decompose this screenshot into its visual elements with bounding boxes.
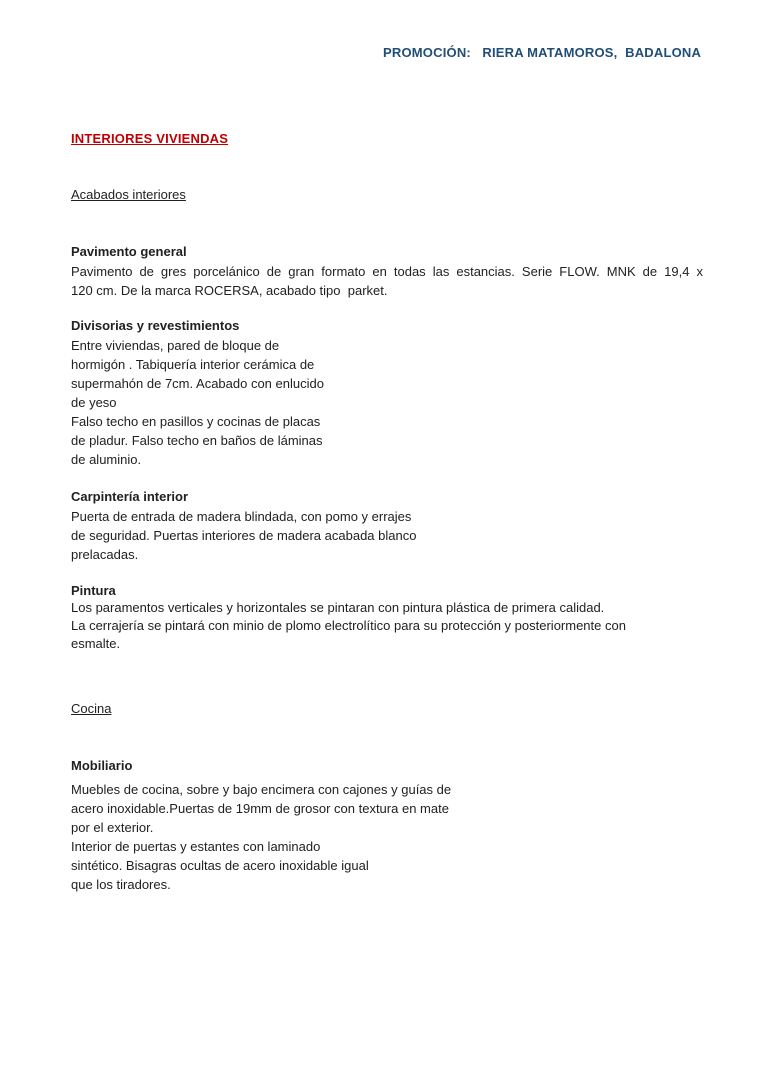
text-line: de seguridad. Puertas interiores de madera acabada blanco <box>71 528 417 543</box>
section-heading-cocina: Cocina <box>71 701 112 716</box>
text-line: Pavimento de gres porcelánico de gran formato en todas las estancias. Serie FLOW. MNK de 19,4 x <box>71 264 703 279</box>
block-title-pavimento-general: Pavimento general <box>71 244 187 259</box>
promotion-header: PROMOCIÓN: RIERA MATAMOROS, BADALONA <box>383 45 702 60</box>
block-title-carpinteria-interior: Carpintería interior <box>71 489 189 504</box>
text-line: prelacadas. <box>71 547 139 562</box>
text-line: hormigón . Tabiquería interior cerámica de <box>71 357 315 372</box>
main-title: INTERIORES VIVIENDAS <box>71 131 229 146</box>
paragraph-carpinteria-interior <box>71 507 416 564</box>
block-title-pintura: Pintura <box>71 583 116 598</box>
paragraph-pavimento-general <box>71 262 703 300</box>
text-line: de yeso <box>71 395 117 410</box>
text-line: supermahón de 7cm. Acabado con enlucido <box>71 376 324 391</box>
text-line: La cerrajería se pintará con minio de plomo electrolítico para su protección y posteriormente con <box>71 618 626 633</box>
text-line: esmalte. <box>71 636 121 651</box>
text-line: Falso techo en pasillos y cocinas de placas <box>71 414 321 429</box>
text-line: Interior de puertas y estantes con laminado <box>71 839 321 854</box>
text-line: 120 cm. De la marca ROCERSA, acabado tipo parket. <box>71 283 388 298</box>
text-line: por el exterior. <box>71 820 154 835</box>
block-title-mobiliario: Mobiliario <box>71 758 133 773</box>
text-line: Los paramentos verticales y horizontales se pintaran con pintura plástica de primera calidad. <box>71 600 605 615</box>
text-line: de aluminio. <box>71 452 142 467</box>
text-line: Puerta de entrada de madera blindada, con pomo y errajes <box>71 509 412 524</box>
text-line: que los tiradores. <box>71 877 171 892</box>
block-title-divisorias-revestimientos: Divisorias y revestimientos <box>71 318 240 333</box>
paragraph-divisorias-revestimientos <box>71 336 324 469</box>
text-line: Muebles de cocina, sobre y bajo encimera con cajones y guías de <box>71 782 452 797</box>
text-line: Entre viviendas, pared de bloque de <box>71 338 280 353</box>
text-line: de pladur. Falso techo en baños de láminas <box>71 433 323 448</box>
section-heading-acabados-interiores: Acabados interiores <box>71 187 186 202</box>
text-line: sintético. Bisagras ocultas de acero inoxidable igual <box>71 858 369 873</box>
paragraph-mobiliario <box>71 780 451 894</box>
paragraph-pintura <box>71 599 626 653</box>
text-line: acero inoxidable.Puertas de 19mm de grosor con textura en mate <box>71 801 449 816</box>
